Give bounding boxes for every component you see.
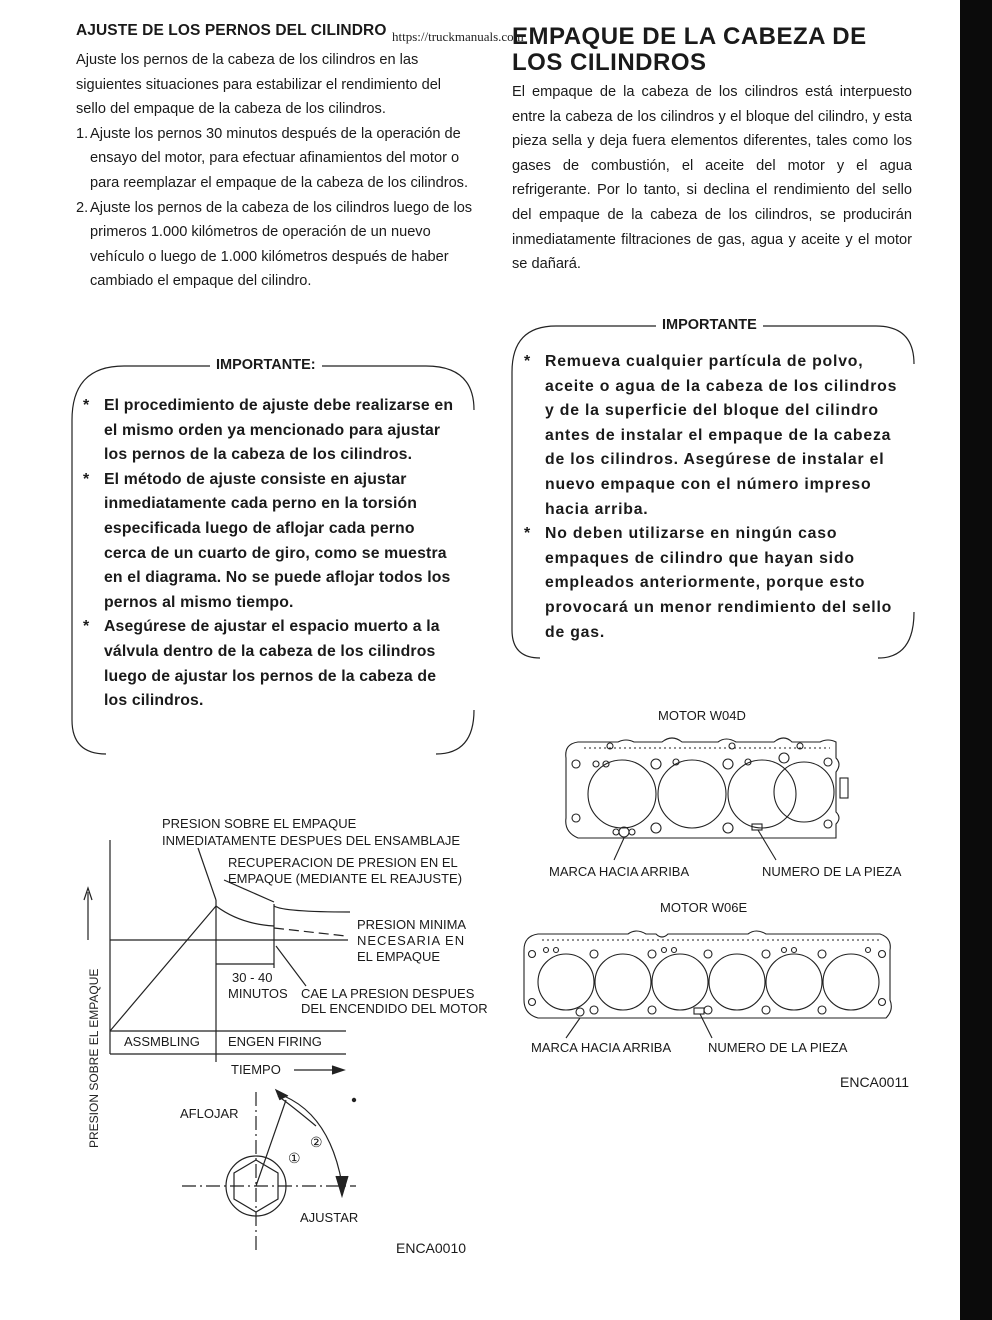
graph-leader-pressure — [198, 848, 216, 900]
bore-circle — [774, 762, 834, 822]
bullet-star: * — [83, 397, 90, 414]
gasket-w06e-outline — [524, 931, 891, 1018]
part-number-mark — [694, 1008, 704, 1014]
list-item — [83, 615, 461, 713]
graph-label-min-2: NECESARIA EN — [357, 933, 466, 948]
bolt-hole — [762, 1006, 770, 1014]
graph-phase-engine-firing: ENGEN FIRING — [228, 1034, 322, 1049]
graph-x-label: TIEMPO — [231, 1062, 281, 1077]
rotation-radius-line — [256, 1100, 286, 1186]
bolt-hole — [651, 823, 661, 833]
bore-circle — [728, 760, 796, 828]
graph-label-drop-1: CAE LA PRESION DESPUES — [301, 986, 475, 1001]
bore-circle — [658, 760, 726, 828]
leader-up-mark — [566, 1018, 580, 1038]
oil-hole — [544, 948, 549, 953]
graph-label-recovery-1: RECUPERACION DE PRESION EN EL — [228, 855, 458, 870]
section-heading-bolt-adjustment: AJUSTE DE LOS PERNOS DEL CILINDRO — [76, 22, 387, 39]
bolt-hole — [704, 950, 712, 958]
leader-part-number — [758, 830, 776, 860]
list-item — [76, 122, 474, 196]
bore-circle — [595, 954, 651, 1010]
figure-code-enca0010: ENCA0010 — [396, 1240, 467, 1256]
graph-recovered-curve — [274, 906, 350, 912]
list-item — [83, 394, 461, 468]
graph-label-pressure-1: PRESION SOBRE EL EMPAQUE — [162, 816, 357, 831]
gasket-tab — [840, 778, 848, 798]
graph-dashed-drop — [274, 928, 346, 936]
gasket-w04d-mark-up: MARCA HACIA ARRIBA — [549, 864, 690, 879]
graph-time-arrow-head — [332, 1066, 344, 1074]
rotation-arrow-1 — [278, 1096, 316, 1126]
step-number: 1. — [76, 125, 89, 142]
list-item — [83, 468, 461, 616]
bolt-hole — [529, 951, 536, 958]
bore-circle — [709, 954, 765, 1010]
oil-hole — [662, 948, 667, 953]
up-mark — [619, 827, 629, 837]
step-text: Ajuste los pernos de la cabeza de los cilindros luego de los primeros 1.000 kilómetros de operación de un nuevo vehículo o luego de 1.000 kilómetros después de haber cambiado el empaque del cilindro. — [90, 199, 473, 290]
gasket-w04d-title: MOTOR W04D — [658, 708, 746, 723]
important-item-text: No deben utilizarse en ningún caso empaques de cilindro que hayan sido empleados anteriormente, porque esto provocará un menor rendimiento del sello de gas. — [545, 525, 893, 641]
step-number: 2. — [76, 199, 89, 216]
leader-up-mark — [614, 838, 624, 860]
oil-hole — [629, 829, 635, 835]
gasket-w06e-drawing — [516, 920, 900, 1040]
graph-phase-assembling: ASSMBLING — [124, 1034, 200, 1049]
bolt-adjustment-steps — [76, 122, 474, 294]
bolt-hole — [818, 1006, 826, 1014]
oil-hole — [729, 743, 735, 749]
list-item — [76, 196, 474, 294]
graph-label-minutes-2: MINUTOS — [228, 986, 288, 1001]
graph-label-pressure-2: INMEDIATAMENTE DESPUES DEL ENSAMBLAJE — [162, 833, 461, 848]
bore-circle — [538, 954, 594, 1010]
bore-circle — [588, 760, 656, 828]
figure-code-enca0011: ENCA0011 — [840, 1074, 910, 1090]
bolt-hole — [572, 760, 580, 768]
graph-label-recovery-2: EMPAQUE (MEDIANTE EL REAJUSTE) — [228, 871, 463, 886]
bolt-hole — [818, 950, 826, 958]
section-heading-gasket: EMPAQUE DE LA CABEZA DE LOS CILINDROS — [512, 23, 867, 76]
bore-circle — [766, 954, 822, 1010]
oil-hole — [593, 761, 599, 767]
bolt-hole — [824, 758, 832, 766]
graph-leader-drop — [276, 946, 306, 986]
oil-hole — [613, 829, 619, 835]
bolt-hole — [648, 950, 656, 958]
important-item-text: Remueva cualquier partícula de polvo, aceite o agua de la cabeza de los cilindros y de la superficie del bloque del cilindro antes de instalar el empaque de la cabeza de los cilindros. Asegúrese de instalar el nuevo empaque con el número impreso hacia arriba. — [545, 353, 898, 518]
important-box-left — [66, 350, 480, 758]
bolt-hole — [590, 950, 598, 958]
bore-circle — [823, 954, 879, 1010]
list-item — [524, 522, 902, 645]
bolt-hole — [824, 820, 832, 828]
scan-dot — [352, 1098, 356, 1102]
important-list-left — [83, 394, 461, 714]
tighten-label: AJUSTAR — [300, 1210, 359, 1225]
bullet-star: * — [524, 353, 531, 370]
bolt-hole — [779, 753, 789, 763]
bolt-hole — [651, 759, 661, 769]
step-2-marker: ② — [310, 1134, 323, 1150]
graph-label-min-3: EL EMPAQUE — [357, 949, 441, 964]
important-list-right — [524, 350, 902, 645]
rotation-arrow-1-head — [276, 1090, 288, 1100]
gasket-w06e-part-number: NUMERO DE LA PIEZA — [708, 1040, 848, 1055]
bolt-hole — [879, 999, 886, 1006]
bolt-hole — [648, 1006, 656, 1014]
step-1-marker: ① — [288, 1150, 301, 1166]
oil-hole — [672, 948, 677, 953]
graph-label-minutes-1: 30 - 40 — [232, 970, 273, 985]
bolt-hole — [762, 950, 770, 958]
oil-hole — [792, 948, 797, 953]
gasket-w04d-part-number: NUMERO DE LA PIEZA — [762, 864, 902, 879]
gasket-w04d-drawing — [552, 728, 862, 868]
important-label-right: IMPORTANTE — [656, 317, 763, 333]
bolt-adjustment-body — [76, 48, 474, 294]
graph-y-label: PRESION SOBRE EL EMPAQUE — [87, 968, 101, 1148]
important-item-text: El método de ajuste consiste en ajustar inmediatamente cada perno en la torsión especificada luego de aflojar cada perno cerca de un cuarto de giro, como se muestra en el diagrama. No se puede aflojar todos los pernos al mismo tiempo. — [104, 470, 451, 611]
graph-label-drop-2: DEL ENCENDIDO DEL MOTOR — [301, 1001, 488, 1016]
graph-decay-curve — [216, 906, 274, 926]
gasket-w06e-title: MOTOR W06E — [660, 900, 748, 915]
bolt-hole — [879, 951, 886, 958]
oil-hole — [782, 948, 787, 953]
up-mark — [576, 1008, 584, 1016]
important-label-left: IMPORTANTE: — [210, 357, 322, 373]
important-box-right — [506, 312, 922, 664]
bolt-hole — [704, 1006, 712, 1014]
bullet-star: * — [83, 470, 90, 488]
important-item-text: Asegúrese de ajustar el espacio muerto a la válvula dentro de la cabeza de los cilindros luego de ajustar los pernos de la cabeza de los cilindros. — [104, 618, 440, 710]
gasket-w06e-mark-up: MARCA HACIA ARRIBA — [531, 1040, 672, 1055]
bolt-hole — [572, 814, 580, 822]
bullet-star: * — [524, 525, 531, 543]
gasket-w04d-outline — [566, 738, 839, 838]
oil-hole — [554, 948, 559, 953]
bolt-hole — [590, 1006, 598, 1014]
important-item-text: El procedimiento de ajuste debe realizarse en el mismo orden ya mencionado para ajustar los pernos de la cabeza de los cilindros. — [104, 397, 454, 464]
bore-circle — [652, 954, 708, 1010]
bolt-adjustment-intro: Ajuste los pernos de la cabeza de los cilindros en las siguientes situaciones para estabilizar el rendimiento del sello del empaque de la cabeza de los cilindros. — [76, 52, 442, 118]
bolt-hole — [723, 759, 733, 769]
graph-label-min-1: PRESION MINIMA — [357, 917, 467, 932]
graph-rise-line — [110, 906, 216, 1031]
watermark-url: https://truckmanuals.com — [392, 29, 524, 44]
loosen-label: AFLOJAR — [180, 1106, 239, 1121]
step-text: Ajuste los pernos 30 minutos después de la operación de ensayo del motor, para efectuar afinamientos del motor o para reemplazar el empaque de la cabeza de los cilindros. — [90, 125, 469, 191]
bolt-hole — [723, 823, 733, 833]
gasket-intro: El empaque de la cabeza de los cilindros está interpuesto entre la cabeza de los cilindros y el bloque del cilindro, y esta pieza sella y deja fuera elementos diferentes, tales como los gases de combustión, el aceite del motor y el agua refrigerante. Por lo tanto, si declina el rendimiento del sello del empaque de la cabeza de los cilindros, se producirán inmediatamente filtraciones de gas, agua y aceite y el motor se dañará. — [512, 84, 912, 273]
oil-hole — [866, 948, 871, 953]
scan-dark-edge — [960, 0, 992, 1320]
bolt-hole — [529, 999, 536, 1006]
list-item — [524, 350, 902, 522]
bullet-star: * — [83, 618, 90, 636]
